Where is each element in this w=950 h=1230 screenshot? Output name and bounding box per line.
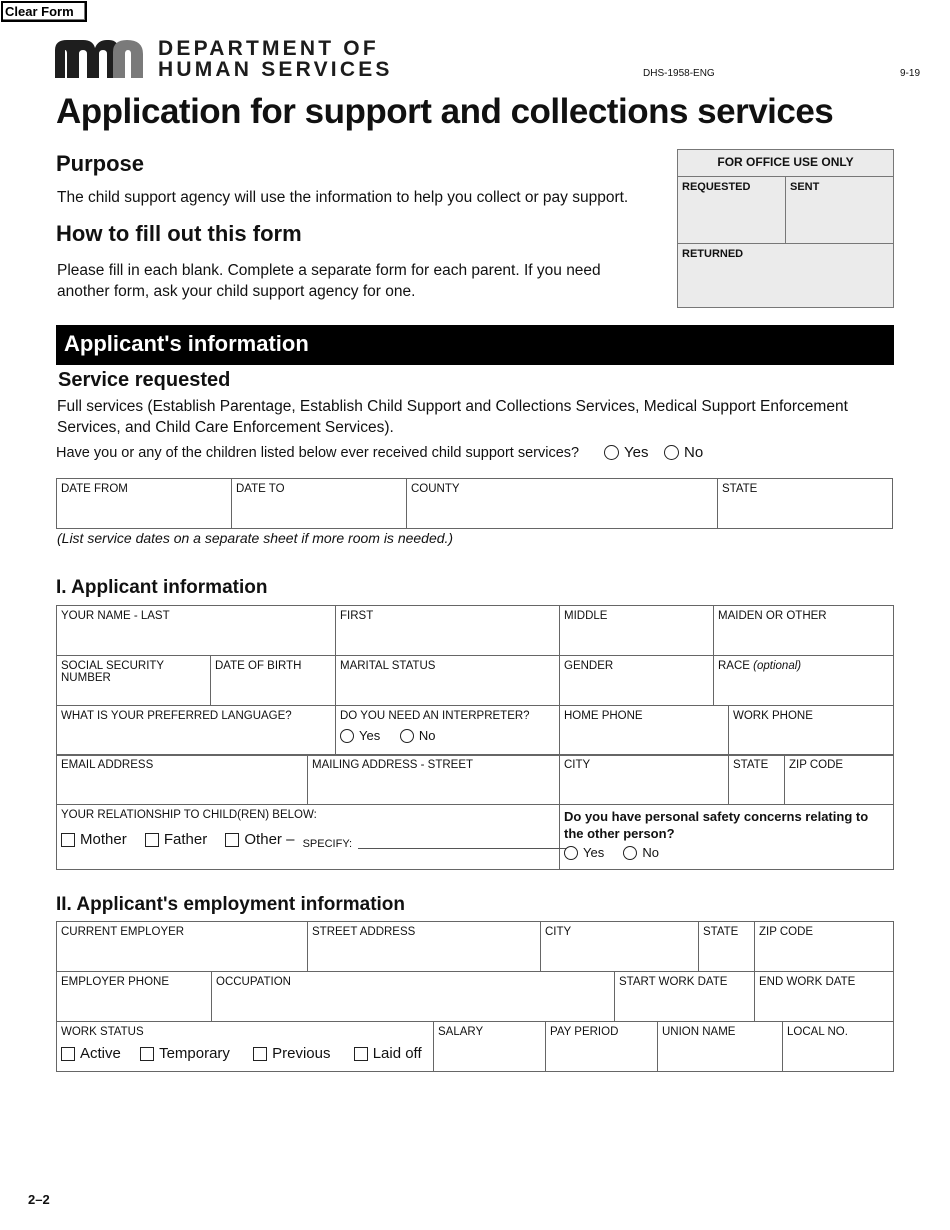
applicant-row5: [56, 804, 894, 870]
interpreter-no-label: No: [418, 728, 436, 743]
applicant-state-input[interactable]: [733, 775, 780, 791]
start-date-label: START WORK DATE: [619, 976, 728, 988]
mailing-label: MAILING ADDRESS - STREET: [312, 759, 474, 771]
emp-city-label: CITY: [545, 926, 572, 938]
state-input[interactable]: [722, 499, 888, 515]
emp-zip-input[interactable]: [759, 942, 889, 958]
revision-date: 9-19: [900, 68, 921, 79]
state-label: STATE: [733, 759, 769, 771]
temporary-checkbox[interactable]: [140, 1047, 154, 1061]
form-number: DHS-1958-ENG: [643, 68, 715, 79]
language-input[interactable]: [61, 726, 331, 742]
employer-label: CURRENT EMPLOYER: [61, 926, 185, 938]
service-dates-table: [56, 478, 893, 529]
home-phone-label: HOME PHONE: [564, 710, 643, 722]
mn-logo-icon: [55, 40, 145, 80]
first-name-label: FIRST: [340, 610, 374, 622]
street-label: STREET ADDRESS: [312, 926, 416, 938]
applicant-row1: [56, 605, 894, 656]
safety-yes-label: Yes: [583, 845, 605, 860]
employer-input[interactable]: [61, 942, 303, 958]
emp-city-input[interactable]: [545, 942, 694, 958]
race-input[interactable]: [718, 676, 889, 692]
email-input[interactable]: [61, 775, 303, 791]
race-label: RACE: [718, 660, 750, 672]
previous-checkbox[interactable]: [253, 1047, 267, 1061]
office-requested: REQUESTED: [678, 177, 786, 243]
city-label: CITY: [564, 759, 591, 771]
email-label: EMAIL ADDRESS: [61, 759, 154, 771]
office-heading: FOR OFFICE USE ONLY: [678, 150, 893, 177]
employment-row3: [56, 1021, 894, 1072]
date-from-label: DATE FROM: [61, 483, 128, 495]
clear-form-button[interactable]: Clear Form: [1, 1, 87, 22]
laid-off-label: Laid off: [372, 1045, 422, 1062]
service-no-radio[interactable]: [664, 445, 679, 460]
relationship-label: YOUR RELATIONSHIP TO CHILD(REN) BELOW:: [61, 809, 317, 821]
home-phone-input[interactable]: [564, 726, 724, 742]
page-number: 2–2: [28, 1192, 50, 1207]
mother-checkbox[interactable]: [61, 833, 75, 847]
service-yes-radio[interactable]: [604, 445, 619, 460]
section1-heading: I. Applicant information: [56, 577, 268, 598]
emp-state-input[interactable]: [703, 942, 750, 958]
date-to-label: DATE TO: [236, 483, 285, 495]
ssn-input[interactable]: [61, 688, 206, 704]
gender-input[interactable]: [564, 676, 709, 692]
last-name-input[interactable]: [61, 626, 331, 642]
city-input[interactable]: [564, 775, 724, 791]
service-yes-label: Yes: [624, 444, 649, 461]
last-name-label: YOUR NAME - LAST: [61, 610, 170, 622]
county-input[interactable]: [411, 499, 713, 515]
gender-label: GENDER: [564, 660, 614, 672]
purpose-text: The child support agency will use the information to help you collect or pay support.: [57, 189, 629, 206]
zip-label: ZIP CODE: [789, 759, 844, 771]
service-yes-option: [604, 444, 648, 465]
pay-period-label: PAY PERIOD: [550, 1026, 619, 1038]
page-title: Application for support and collections services: [56, 92, 834, 131]
union-input[interactable]: [662, 1042, 778, 1058]
end-date-input[interactable]: [759, 992, 889, 1008]
dob-label: DATE OF BIRTH: [215, 660, 302, 672]
purpose-heading: Purpose: [56, 151, 145, 176]
department-name: [158, 38, 393, 80]
pay-period-input[interactable]: [550, 1042, 653, 1058]
service-question: Have you or any of the children listed below ever received child support services?: [56, 445, 580, 461]
applicant-row3: [56, 705, 894, 756]
applicant-row4: [56, 754, 894, 805]
interpreter-yes-radio[interactable]: [340, 729, 354, 743]
section2-heading: II. Applicant's employment information: [56, 894, 406, 915]
active-label: Active: [80, 1045, 121, 1062]
safety-question: Do you have personal safety concerns relating to the other person?: [564, 809, 869, 841]
local-label: LOCAL NO.: [787, 1026, 848, 1038]
applicant-row2: [56, 655, 894, 706]
laid-off-checkbox[interactable]: [354, 1047, 368, 1061]
safety-no-radio[interactable]: [623, 846, 637, 860]
howto-text: Please fill in each blank. Complete a separate form for each parent. If you need another form, ask your child support agency for one.: [57, 262, 601, 300]
safety-no-label: No: [642, 845, 660, 860]
other-label: Other –: [244, 831, 295, 848]
employment-row1: [56, 921, 894, 972]
emp-state-label: STATE: [703, 926, 739, 938]
work-phone-input[interactable]: [733, 726, 889, 742]
dob-input[interactable]: [215, 676, 331, 692]
howto-heading: How to fill out this form: [56, 221, 302, 246]
specify-label: SPECIFY:: [302, 837, 353, 850]
occupation-input[interactable]: [216, 992, 610, 1008]
date-from-input[interactable]: [61, 499, 227, 515]
service-text: Full services (Establish Parentage, Establish Child Support and Collections Services, Medical Support Enforcement Services, and Child Care Enforcement Services).: [57, 398, 848, 436]
department-line2: HUMAN SERVICES: [158, 58, 393, 81]
occupation-label: OCCUPATION: [216, 976, 291, 988]
middle-name-input[interactable]: [564, 626, 709, 642]
service-heading: Service requested: [58, 369, 231, 391]
first-name-input[interactable]: [340, 626, 555, 642]
father-checkbox[interactable]: [145, 833, 159, 847]
date-to-input[interactable]: [236, 499, 402, 515]
father-label: Father: [163, 831, 208, 848]
service-no-label: No: [684, 444, 704, 461]
marital-label: MARITAL STATUS: [340, 660, 436, 672]
office-sent: SENT: [790, 181, 820, 193]
salary-input[interactable]: [438, 1042, 541, 1058]
office-use-box: [677, 149, 894, 308]
interpreter-label: DO YOU NEED AN INTERPRETER?: [340, 710, 530, 722]
department-line1: DEPARTMENT OF: [158, 37, 379, 60]
employment-row2: [56, 971, 894, 1022]
language-label: WHAT IS YOUR PREFERRED LANGUAGE?: [61, 710, 292, 722]
mailing-input[interactable]: [312, 775, 555, 791]
race-optional-note: (optional): [753, 660, 802, 672]
zip-input[interactable]: [789, 775, 889, 791]
other-checkbox[interactable]: [225, 833, 239, 847]
service-no-option: [664, 444, 703, 465]
previous-label: Previous: [272, 1045, 331, 1062]
emp-phone-label: EMPLOYER PHONE: [61, 976, 169, 988]
ssn-label: SOCIAL SECURITY NUMBER: [61, 660, 164, 684]
emp-zip-label: ZIP CODE: [759, 926, 814, 938]
specify-input[interactable]: [358, 836, 568, 849]
street-input[interactable]: [312, 942, 536, 958]
active-checkbox[interactable]: [61, 1047, 75, 1061]
marital-input[interactable]: [340, 676, 555, 692]
service-note: (List service dates on a separate sheet if more room is needed.): [57, 530, 454, 546]
state-label: STATE: [722, 483, 758, 495]
work-status-label: WORK STATUS: [61, 1026, 144, 1038]
emp-phone-input[interactable]: [61, 992, 207, 1008]
end-date-label: END WORK DATE: [759, 976, 856, 988]
local-input[interactable]: [787, 1042, 889, 1058]
county-label: COUNTY: [411, 483, 460, 495]
safety-yes-radio[interactable]: [564, 846, 578, 860]
interpreter-yes-label: Yes: [359, 728, 381, 743]
mother-label: Mother: [80, 831, 127, 848]
maiden-name-label: MAIDEN OR OTHER: [718, 610, 827, 622]
middle-name-label: MIDDLE: [564, 610, 608, 622]
start-date-input[interactable]: [619, 992, 750, 1008]
interpreter-no-radio[interactable]: [400, 729, 414, 743]
salary-label: SALARY: [438, 1026, 484, 1038]
work-phone-label: WORK PHONE: [733, 710, 813, 722]
section-band: Applicant's information: [56, 325, 894, 365]
temporary-label: Temporary: [159, 1045, 230, 1062]
office-returned: RETURNED: [682, 248, 744, 260]
union-label: UNION NAME: [662, 1026, 736, 1038]
maiden-name-input[interactable]: [718, 626, 889, 642]
